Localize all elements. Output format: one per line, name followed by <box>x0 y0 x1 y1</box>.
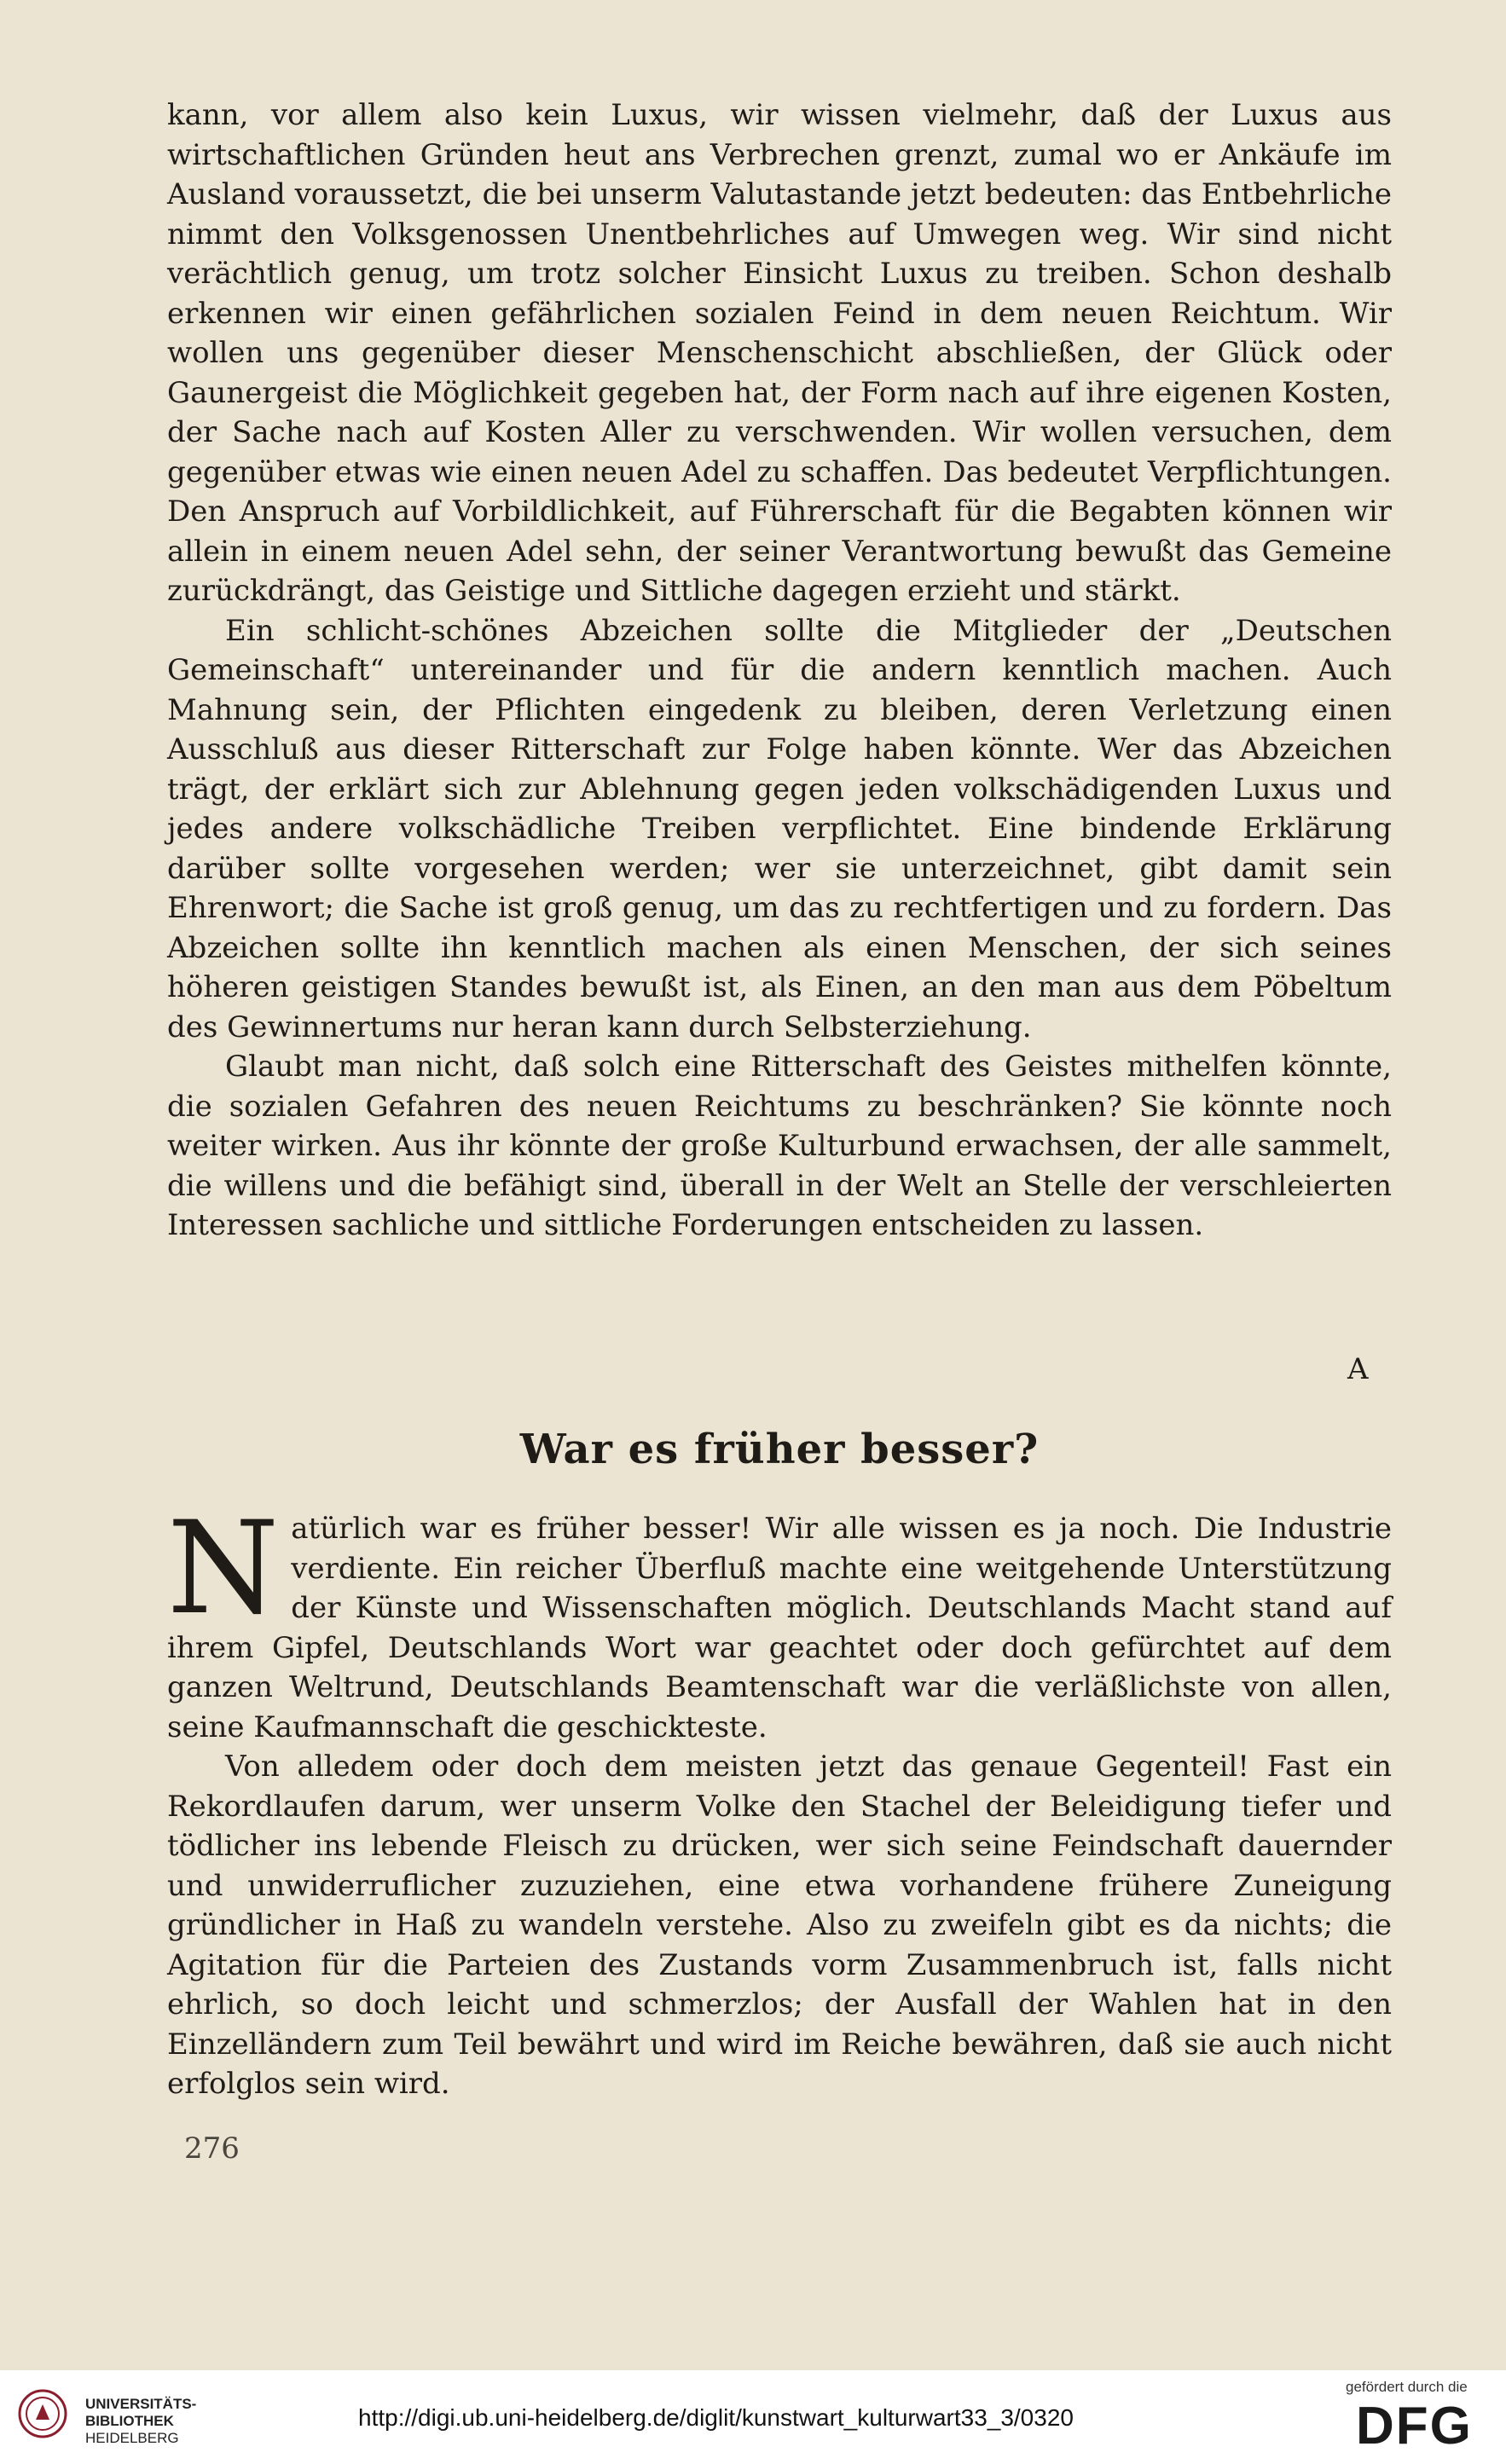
library-name: UNIVERSITÄTS- BIBLIOTHEK HEIDELBERG <box>85 2396 197 2446</box>
article-title: War es früher besser? <box>519 1426 1040 1473</box>
paragraph: Von alledem oder doch dem meisten jetzt das genaue Gegenteil! Fast ein Rekordlaufen darum, wer unserm Volke den Stachel der Beleidigung tiefer und tödlicher ins lebende Fleisch zu drücken, wer sich seine Feindschaft dauernder und unwiderruflicher zuzuziehen, eine etwa vorhandene frühere Zuneigung gründlicher in Haß zu wandeln verstehe. Also zu zweifeln gibt es da nichts; die Agitation für die Parteien des Zustands vorm Zusammenbruch ist, falls nicht ehrlich, so doch leicht und schmerzlos; der Ausfall der Wahlen hat in den Einzelländern zum Teil bewährt und wird im Reiche bewähren, daß sie auch nicht erfolglos sein wird. <box>167 1750 1392 2101</box>
footer-bar <box>0 2370 1506 2464</box>
paragraph: Glaubt man nicht, daß solch eine Ritterschaft des Geistes mithelfen könnte, die sozialen Gefahren des neuen Reichtums zu beschränken? Sie könnte noch weiter wirken. Aus ihr könnte der große Kulturbund erwachsen, der alle sammelt, die willens und die befähigt sind, überall in der Welt an Stelle der verschleierten Interessen sachliche und sittliche Forderungen entscheiden zu lassen. <box>167 1050 1392 1242</box>
paragraph <box>167 1495 1392 1747</box>
author-signature: A <box>1347 1352 1369 1386</box>
paragraph: kann, vor allem also kein Luxus, wir wissen vielmehr, daß der Luxus aus wirtschaftlichen Gründen heut ans Verbrechen grenzt, zumal wo er Ankäufe im Ausland voraussetzt, die bei unserm Valutastande jetzt bedeuten: das Entbehrliche nimmt den Volksgenossen Unentbehrliches auf Umwegen weg. Wir sind nicht verächtlich genug, um trotz solcher Einsicht Luxus zu treiben. Schon deshalb erkennen wir einen gefährlichen sozialen Feind in dem neuen Reichtum. Wir wollen uns gegenüber dieser Menschenschicht abschließen, der Glück oder Gaunergeist die Möglichkeit gegeben hat, der Form nach auf ihre eigenen Kosten, der Sache nach auf Kosten Aller zu verschwenden. Wir wollen versuchen, dem gegenüber etwas wie einen neuen Adel zu schaffen. Das bedeutet Verpflichtungen. Den Anspruch auf Vorbildlichkeit, auf Führerschaft für die Begabten können wir allein in einem neuen Adel sehn, der seiner Verantwortung bewußt das Gemeine zurückdrängt, das Geistige und Sittliche dagegen erzieht und stärkt. <box>167 98 1392 608</box>
article-two-body <box>167 1495 1392 2104</box>
funding-note: gefördert durch die <box>1346 2379 1468 2395</box>
dfg-logo: DFG <box>1356 2397 1473 2455</box>
paragraph-text: atürlich war es früher besser! Wir alle wissen es ja noch. Die Industrie verdiente. Ein reicher Überfluß machte eine weitgehende Unterstützung der Künste und Wissenschaften möglich. Deutschlands Macht stand auf ihrem Gipfel, Deutschlands Wort war geachtet oder doch gefürchtet auf dem ganzen Weltrund, Deutschlands Beamtenschaft war die verläßlichste von allen, seine Kaufmannschaft die geschickteste. <box>167 1512 1392 1744</box>
page-number: 276 <box>184 2131 240 2166</box>
university-seal-icon <box>17 2387 68 2440</box>
article-one-body <box>167 95 1392 1246</box>
drop-cap: N <box>167 1495 280 1643</box>
source-url[interactable]: http://digi.ub.uni-heidelberg.de/diglit/kunstwart_kulturwart33_3/0320 <box>358 2404 1074 2431</box>
paragraph: Ein schlicht-schönes Abzeichen sollte die Mitglieder der „Deutschen Gemeinschaft“ untereinander und für die andern kenntlich machen. Auch Mahnung sein, der Pflichten eingedenk zu bleiben, deren Verletzung einen Ausschluß aus dieser Ritterschaft zur Folge haben könnte. Wer das Abzeichen trägt, der erklärt sich zur Ablehnung gegen jeden volkschädigenden Luxus und jedes andere volkschädliche Treiben verpflichtet. Eine bindende Erklärung darüber sollte vorgesehen werden; wer sie unterzeichnet, gibt damit sein Ehrenwort; die Sache ist groß genug, um das zu rechtfertigen und zu fordern. Das Abzeichen sollte ihn kenntlich machen als einen Menschen, der sich seines höheren geistigen Standes bewußt ist, als Einen, an den man aus dem Pöbeltum des Gewinnertums nur heran kann durch Selbsterziehung. <box>167 613 1392 1044</box>
